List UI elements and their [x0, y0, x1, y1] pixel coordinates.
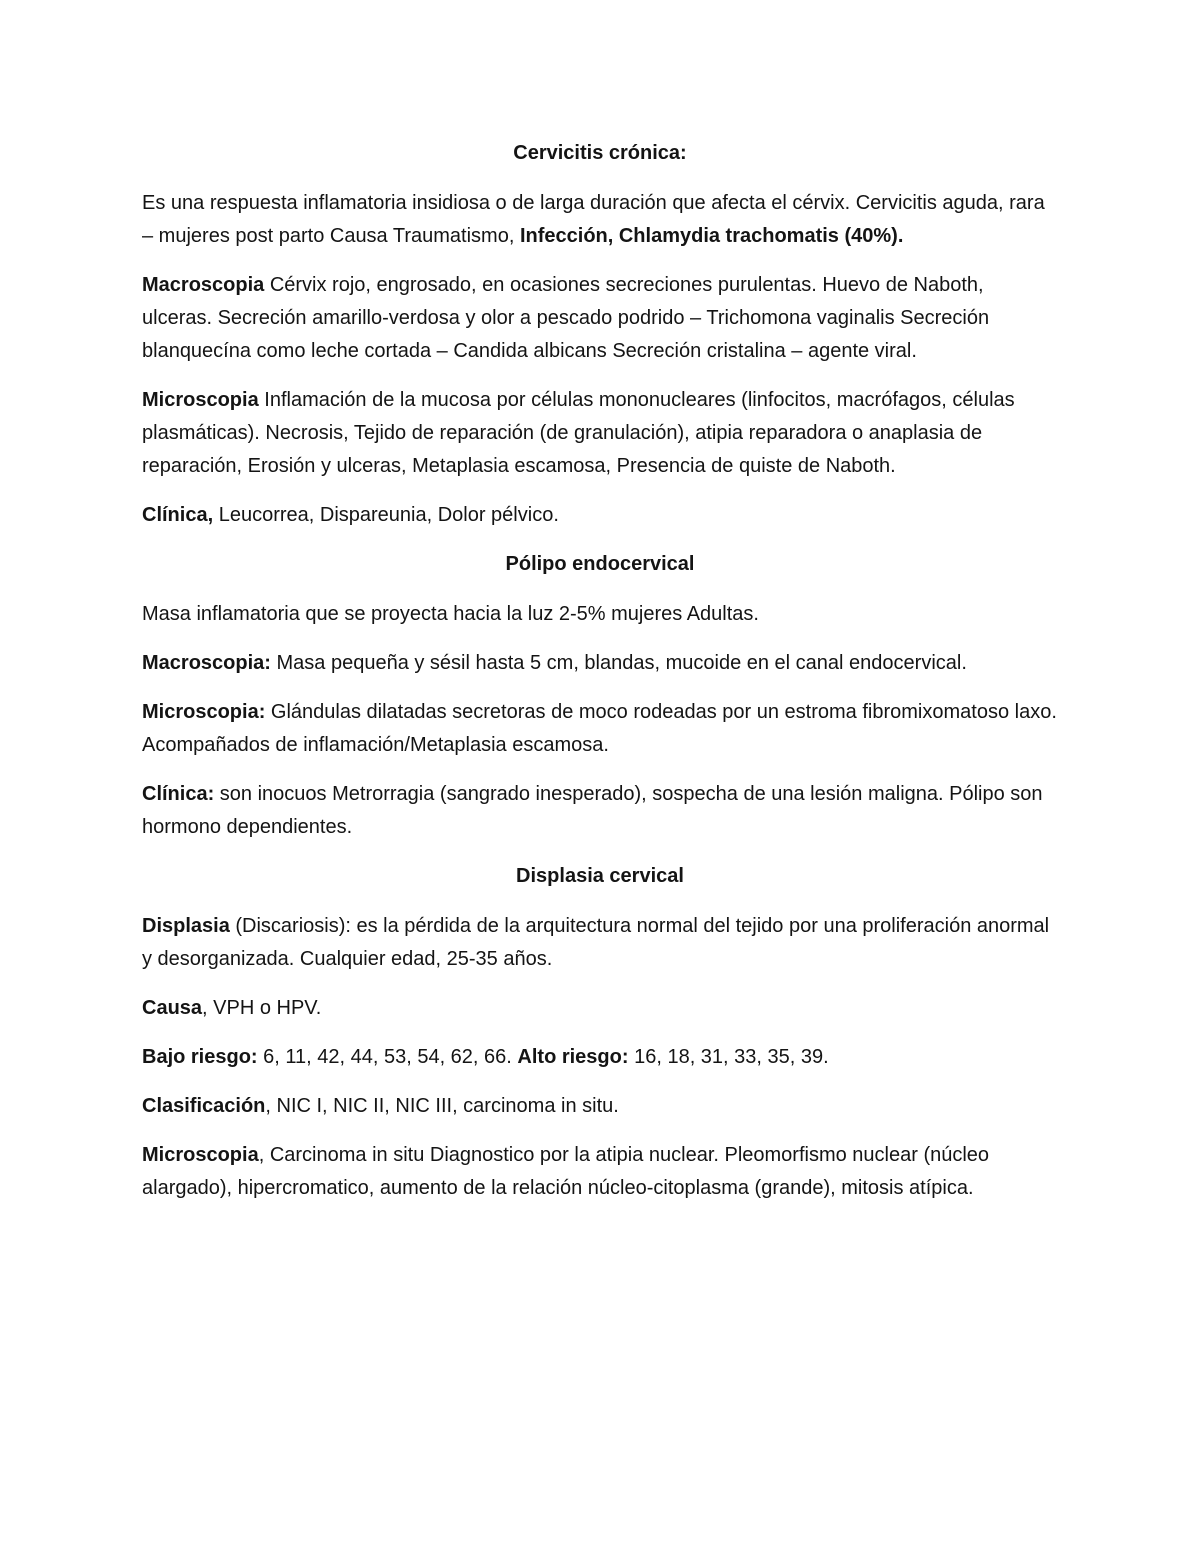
- label-microscopia: Microscopia:: [142, 701, 266, 723]
- paragraph-causa: [142, 992, 1058, 1025]
- text-clinica: son inocuos Metrorragia (sangrado inesperado), sospecha de una lesión maligna. Pólipo son hormono dependientes.: [142, 783, 1043, 838]
- paragraph-microscopia-1: [142, 384, 1058, 483]
- label-bajo-riesgo: Bajo riesgo:: [142, 1046, 258, 1068]
- paragraph-microscopia-3: [142, 1139, 1058, 1205]
- paragraph-clinica-1: [142, 499, 1058, 532]
- text-macroscopia: Cérvix rojo, engrosado, en ocasiones secreciones purulentas. Huevo de Naboth, ulceras. Secreción amarillo-verdosa y olor a pescado podrido – Trichomona vaginalis Secreción blanquecína como leche cortada – Candida albicans Secreción cristalina – agente viral.: [142, 274, 990, 362]
- label-microscopia: Microscopia: [142, 389, 259, 411]
- text-alto-riesgo: 16, 18, 31, 33, 35, 39.: [628, 1046, 829, 1068]
- paragraph-clinica-2: [142, 778, 1058, 844]
- paragraph-microscopia-2: [142, 696, 1058, 762]
- text-macroscopia: Masa pequeña y sésil hasta 5 cm, blandas, mucoide en el canal endocervical.: [270, 652, 967, 674]
- paragraph-polipo-intro: Masa inflamatoria que se proyecta hacia la luz 2-5% mujeres Adultas.: [142, 603, 759, 625]
- label-displasia: Displasia: [142, 915, 230, 937]
- text-microscopia: Inflamación de la mucosa por células mononucleares (linfocitos, macrófagos, células plasmáticas). Necrosis, Tejido de reparación (de granulación), atipia reparadora o anaplasia de reparación, Erosión y ulceras, Metaplasia escamosa, Presencia de quiste de Naboth.: [142, 389, 1015, 477]
- label-microscopia: Microscopia: [142, 1144, 259, 1166]
- heading-polipo-endocervical: Pólipo endocervical: [505, 553, 695, 575]
- text-causa: , VPH o HPV.: [202, 997, 322, 1019]
- paragraph-displasia: [142, 910, 1058, 976]
- text-microscopia: , Carcinoma in situ Diagnostico por la atipia nuclear. Pleomorfismo nuclear (núcleo alargado), hipercromatico, aumento de la relación núcleo-citoplasma (grande), mitosis atípica.: [142, 1144, 990, 1199]
- intro-bold-text: Infección, Chlamydia trachomatis (40%).: [519, 225, 904, 247]
- paragraph-riesgo: [142, 1041, 1058, 1074]
- label-alto-riesgo: Alto riesgo:: [517, 1046, 629, 1068]
- text-microscopia: Glándulas dilatadas secretoras de moco rodeadas por un estroma fibromixomatoso laxo. Acompañados de inflamación/Metaplasia escamosa.: [142, 701, 1057, 756]
- text-clinica: Leucorrea, Dispareunia, Dolor pélvico.: [213, 504, 559, 526]
- paragraph-clasificacion: [142, 1090, 1058, 1123]
- heading-cervicitis-cronica: Cervicitis crónica:: [513, 142, 687, 164]
- heading-displasia-cervical: Displasia cervical: [516, 865, 684, 887]
- label-clinica: Clínica:: [142, 783, 215, 805]
- label-clinica: Clínica,: [142, 504, 214, 526]
- document-page: [142, 137, 1058, 1221]
- label-causa: Causa: [142, 997, 203, 1019]
- paragraph-macroscopia-2: [142, 647, 1058, 680]
- text-clasificacion: , NIC I, NIC II, NIC III, carcinoma in situ.: [265, 1095, 619, 1117]
- paragraph-cervicitis-intro: [142, 187, 1058, 253]
- label-macroscopia: Macroscopia:: [142, 652, 271, 674]
- text-displasia: (Discariosis): es la pérdida de la arquitectura normal del tejido por una proliferación anormal y desorganizada. Cualquier edad, 25-35 años.: [142, 915, 1050, 970]
- paragraph-macroscopia-1: [142, 269, 1058, 368]
- label-macroscopia: Macroscopia: [142, 274, 265, 296]
- intro-text: Es una respuesta inflamatoria insidiosa o de larga duración que afecta el cérvix. Cervicitis aguda, rara – mujeres post parto Causa Traumatismo,: [142, 192, 1045, 247]
- label-clasificacion: Clasificación: [142, 1095, 266, 1117]
- text-bajo-riesgo: 6, 11, 42, 44, 53, 54, 62, 66.: [257, 1046, 518, 1068]
